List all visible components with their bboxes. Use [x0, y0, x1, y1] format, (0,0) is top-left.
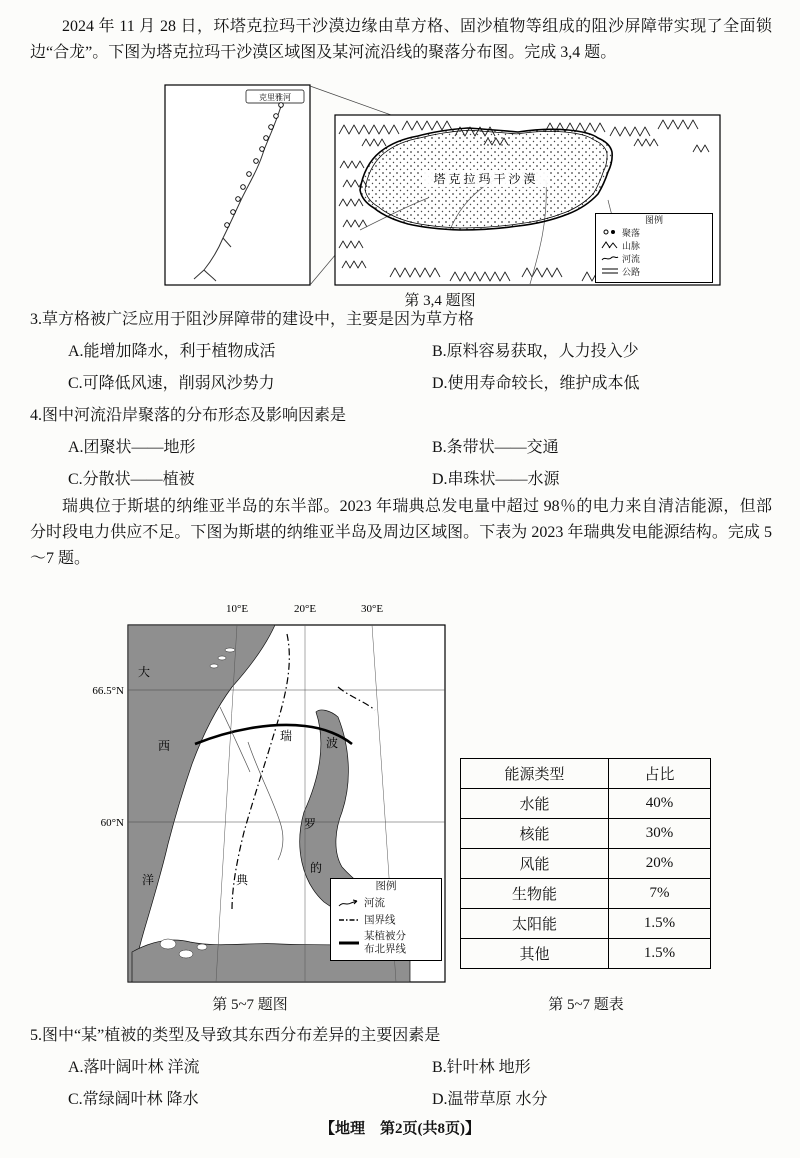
table-row [461, 789, 711, 819]
legend-label: 国界线 [364, 914, 396, 926]
q4-option-a: A.团聚状——地形 [68, 439, 196, 456]
table-cell: 1.5% [609, 939, 711, 969]
q5-option-d: D.温带草原 水分 [432, 1091, 548, 1108]
q3-option-a: A.能增加降水，利于植物成活 [68, 343, 276, 360]
mountain-icon [601, 240, 619, 250]
inset-map-frame [165, 85, 310, 285]
ocean-char: 大 [138, 665, 151, 679]
q5-option-c: C.常绿阔叶林 降水 [68, 1091, 199, 1108]
table-header-type: 能源类型 [461, 759, 609, 789]
figure1-legend [595, 213, 713, 283]
legend-label: 河流 [622, 253, 641, 264]
q3-option-c: C.可降低风速，削弱风沙势力 [68, 375, 275, 392]
legend-item-border [334, 913, 438, 928]
ocean-char: 西 [158, 739, 171, 753]
table-cell: 核能 [461, 819, 609, 849]
page-footer: 【地理 第2页(共8页)】 [320, 1121, 480, 1137]
lat-label-60n: 60°N [100, 817, 124, 829]
legend-item-mountain [598, 239, 710, 252]
lon-label-10e: 10°E [225, 603, 249, 615]
figure2-legend [330, 878, 442, 961]
legend-item-river [598, 252, 710, 265]
border-line-icon [337, 914, 361, 926]
thick-line-icon [337, 937, 361, 949]
lon-label-20e: 20°E [293, 603, 317, 615]
table-cell: 7% [609, 879, 711, 909]
sea-char: 罗 [304, 817, 317, 831]
river-icon [337, 897, 361, 909]
table-cell: 30% [609, 819, 711, 849]
ocean-char: 洋 [142, 873, 155, 887]
road-icon [601, 266, 619, 276]
intro-paragraph-2: 瑞典位于斯堪的纳维亚半岛的东半部。2023 年瑞典总发电量中超过 98％的电力来自清洁能源，但部分时段电力供应不足。下图为斯堪的纳维亚半岛及周边区域图。下表为 2023 年瑞典发电能源结构。完成 5～7 题。 [30, 498, 772, 567]
settlement-icon [601, 227, 619, 237]
lon-label-30e: 30°E [360, 603, 384, 615]
q4-stem: 4.图中河流沿岸聚落的分布形态及影响因素是 [30, 407, 347, 424]
energy-table [460, 758, 711, 969]
table-row [461, 849, 711, 879]
legend-label: 聚落 [622, 227, 641, 238]
figure1-legend-title: 图例 [644, 215, 663, 225]
legend-label: 公路 [622, 266, 641, 277]
table-caption: 第 5~7 题表 [548, 997, 624, 1013]
desert-label: 塔克拉玛干沙漠 [433, 172, 539, 186]
q3-option-b: B.原料容易获取，人力投入少 [432, 343, 639, 360]
q5-stem: 5.图中“某”植被的类型及导致其东西分布差异的主要因素是 [30, 1027, 441, 1044]
legend-label: 河流 [364, 897, 385, 909]
river-icon [601, 253, 619, 263]
legend-item-settlement [598, 226, 710, 239]
q5-option-b: B.针叶林 地形 [432, 1059, 531, 1076]
table-row [461, 909, 711, 939]
figure2-legend-title: 图例 [375, 881, 397, 892]
q5-option-a: A.落叶阔叶林 洋流 [68, 1059, 200, 1076]
sea-char: 波 [326, 736, 339, 750]
q4-option-b: B.条带状——交通 [432, 439, 559, 456]
q3-option-d: D.使用寿命较长，维护成本低 [432, 375, 640, 392]
table-row [461, 879, 711, 909]
legend-item-river [334, 896, 438, 911]
table-cell: 太阳能 [461, 909, 609, 939]
legend-item-vegetation-limit [334, 930, 438, 956]
table-cell: 风能 [461, 849, 609, 879]
table-cell: 20% [609, 849, 711, 879]
legend-label: 某植被分布北界线 [364, 930, 406, 955]
country-char: 典 [236, 873, 249, 887]
q3-stem: 3.草方格被广泛应用于阻沙屏障带的建设中，主要是因为草方格 [30, 311, 475, 328]
inset-place-label: 克里雅河 [259, 93, 291, 102]
table-cell: 生物能 [461, 879, 609, 909]
table-header-row [461, 759, 711, 789]
figure1-caption: 第 3,4 题图 [404, 293, 476, 309]
table-cell: 40% [609, 789, 711, 819]
legend-label: 山脉 [622, 240, 641, 251]
table-row [461, 939, 711, 969]
intro-paragraph-1: 2024 年 11 月 28 日，环塔克拉玛干沙漠边缘由草方格、固沙植物等组成的阻沙屏障带实现了全面锁边“合龙”。下图为塔克拉玛干沙漠区域图及某河流沿线的聚落分布图。完成 3,4 题。 [30, 18, 772, 61]
q4-option-d: D.串珠状——水源 [432, 471, 560, 488]
country-char: 瑞 [280, 729, 293, 743]
figure2-caption: 第 5~7 题图 [212, 997, 288, 1013]
lat-label-66-5n: 66.5°N [92, 685, 124, 697]
table-row [461, 819, 711, 849]
table-cell: 水能 [461, 789, 609, 819]
q4-option-c: C.分散状——植被 [68, 471, 195, 488]
legend-item-road [598, 265, 710, 278]
table-cell: 其他 [461, 939, 609, 969]
table-cell: 1.5% [609, 909, 711, 939]
table-header-share: 占比 [609, 759, 711, 789]
sea-char: 的 [310, 861, 323, 875]
